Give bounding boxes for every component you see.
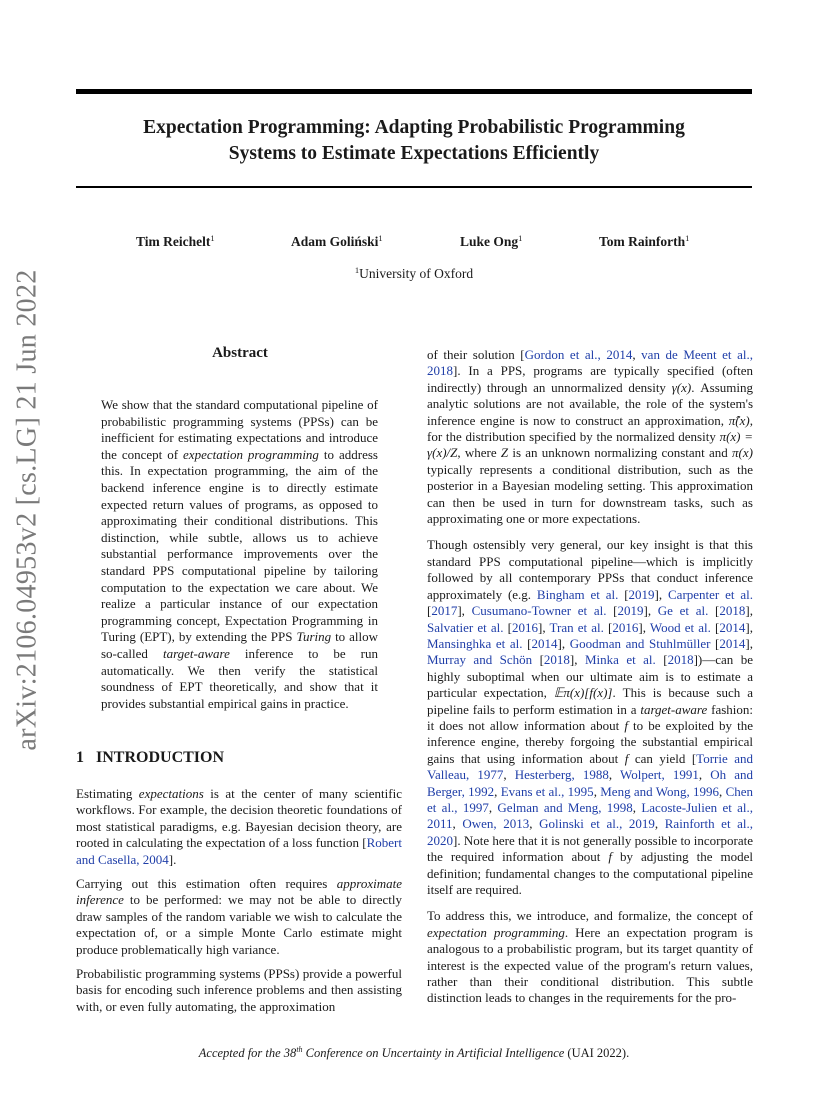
citation-link[interactable]: Tran et al.	[549, 619, 604, 635]
arxiv-stamp	[8, 269, 48, 751]
paragraph: To address this, we introduce, and formalize, the concept of expectation programming. Here an expectation program is analogous to a probabilistic program, but its target quantity of interest is the expected value of the program's return values, rather than their conditional distribution. This subtle distinction leads to changes in the requirements for the pro-	[427, 908, 753, 1006]
citation-link[interactable]: Rainforth et al., 2020	[427, 816, 754, 848]
citation-link[interactable]: 2014	[531, 635, 558, 651]
citation-link[interactable]: 2016	[512, 619, 538, 635]
citation-link[interactable]: Oh and Berger, 1992	[427, 767, 754, 799]
citation-link[interactable]: Bingham et al.	[536, 586, 619, 602]
citation-link[interactable]: Owen, 2013	[462, 816, 530, 832]
citation-link[interactable]: Hesterberg, 1988	[514, 767, 609, 783]
affiliation: $^1$University of Oxford	[354, 265, 474, 281]
author: Luke Ong$^1$	[460, 233, 523, 249]
arxiv-id: arXiv:2106.04953v2 [cs.LG] 21 Jun 2022	[12, 269, 43, 751]
citation-link[interactable]: Chen et al., 1997	[427, 783, 754, 815]
abstract-heading: Abstract	[212, 345, 268, 361]
citation-link[interactable]: Meng and Wong, 1996	[600, 783, 720, 799]
author: Tim Reichelt$^1$	[136, 233, 215, 249]
author: Adam Goliński$^1$	[291, 233, 383, 249]
citation-link[interactable]: van de Meent et al., 2018	[427, 347, 753, 379]
citation-link[interactable]: 2018	[667, 652, 694, 668]
citation-link[interactable]: Carpenter et al.	[668, 586, 753, 602]
citation-link[interactable]: Cusumano-Towner et al.	[471, 603, 607, 619]
citation-link[interactable]: Golinski et al., 2019	[539, 816, 655, 832]
title-line-2: Systems to Estimate Expectations Efficiently	[228, 143, 600, 164]
title-line-1: Expectation Programming: Adapting Probabilistic Programming	[143, 117, 685, 138]
citation-link[interactable]: Murray and Schön	[427, 652, 533, 668]
citation-link[interactable]: Wolpert, 1991	[619, 767, 699, 783]
citation-link[interactable]: Robert and Casella, 2004	[76, 835, 402, 867]
citation-link[interactable]: 2019	[617, 603, 644, 619]
citation-link[interactable]: Goodman and Stuhlmüller	[569, 635, 711, 651]
citation-link[interactable]: 2018	[719, 603, 746, 619]
paragraph: of their solution [Gordon et al., 2014, van de Meent et al., 2018]. In a PPS, programs are typically specified (often indirectly) through an unnormalized density γ(x). Assuming analytic solutions are not available, the role of the system's inference engine is now to construct an approximation, π̂(x), for the distribution specified by the normalized density π(x) = γ(x)/Z, where Z is an unknown normalizing constant and π(x) typically represents a conditional distribution, such as the posterior in a Bayesian modeling setting. This approximation can then be used in turn for downstream tasks, such as approximating one or more expectations.	[427, 347, 753, 527]
paper-title	[90, 115, 738, 167]
section-heading: 1 INTRODUCTION	[76, 749, 225, 766]
paragraph: Though ostensibly very general, our key insight is that this standard PPS computational pipeline—which is implicitly followed by all contemporary PPSs that conduct inference approximately (e.g. Bingham et al. [2019], Carpenter et al. [2017], Cusumano-Towner et al. [2019], Ge et al. [2018], Salvatier et al. [2016], Tran et al. [2016], Wood et al. [2014], Mansinghka et al. [2014], Goodman and Stuhlmüller [2014], Murray and Schön [2018], Minka et al. [2018])—can be highly suboptimal when our ultimate aim is to estimate a particular expectation, 𝔼π(x)[f(x)]. This is because such a pipeline fails to perform estimation in a target-aware fashion: it does not allow information about f to be exploited by the inference engine, thereby forgoing the substantial empirical gains that using information about f can yield [Torrie and Valleau, 1977, Hesterberg, 1988, Wolpert, 1991, Oh and Berger, 1992, Evans et al., 1995, Meng and Wong, 1996, Chen et al., 1997, Gelman and Meng, 1998, Lacoste-Julien et al., 2011, Owen, 2013, Golinski et al., 2019, Rainforth et al., 2020]. Note here that it is not generally possible to incorporate the required information about f by adjusting the model definition; fundamental changes to the computational pipeline itself are required.	[427, 537, 754, 897]
citation-link[interactable]: Gordon et al., 2014	[524, 347, 633, 362]
top-rule	[76, 89, 752, 94]
author: Tom Rainforth$^1$	[599, 233, 690, 249]
citation-link[interactable]: Salvatier et al.	[427, 619, 504, 635]
citation-link[interactable]: 2017	[431, 603, 458, 619]
paragraph: Carrying out this estimation often requires approximate inference to be performed: we may not be able to directly draw samples of the random variable we wish to calculate the expectation of, or a simple Monte Carlo estimate might produce problematically high variance.	[76, 876, 402, 957]
paragraph: Probabilistic programming systems (PPSs) provide a powerful basis for encoding such inference problems and then assisting with, or even fully automating, the approximation	[76, 966, 402, 1014]
citation-link[interactable]: Ge et al.	[657, 603, 709, 619]
right-column	[427, 347, 753, 1017]
citation-link[interactable]: Torrie and Valleau, 1977	[427, 750, 753, 783]
left-column	[76, 786, 402, 1023]
citation-link[interactable]: Gelman and Meng, 1998	[497, 799, 633, 815]
citation-link[interactable]: Evans et al., 1995	[500, 783, 594, 799]
venue-footer: Accepted for the 38th Conference on Uncertainty in Artificial Intelligence (UAI 2022).	[198, 1045, 630, 1060]
title-rule	[76, 186, 752, 188]
abstract-body: We show that the standard computational pipeline of probabilistic programming systems (PPSs) can be inefficient for estimating expectations and introduce the concept of expectation programming to address this. In expectation programming, the aim of the backend inference engine is to directly estimate expected return values of programs, as opposed to approximating their conditional distributions. This distinction, while subtle, allows us to achieve substantial performance improvements over the standard PPS computational pipeline by tailoring computation to the expectation we care about. We realize a particular instance of our expectation programming concept, Expectation Programming in Turing (EPT), by extending the PPS Turing to allow so-called target-aware inference to be run automatically. We then verify the statistical soundness of EPT theoretically, and show that it provides substantial empirical gains in practice.	[101, 397, 379, 711]
citation-link[interactable]: 2018	[543, 652, 570, 668]
citation-link[interactable]: Wood et al.	[649, 619, 711, 635]
citation-link[interactable]: 2016	[612, 619, 639, 635]
citation-link[interactable]: 2014	[719, 635, 746, 651]
author-list	[76, 233, 752, 253]
citation-link[interactable]: Lacoste-Julien et al., 2011	[427, 799, 753, 832]
citation-link[interactable]: 2019	[628, 586, 655, 602]
citation-link[interactable]: Mansinghka et al.	[427, 635, 523, 651]
citation-link[interactable]: Minka et al.	[584, 652, 656, 668]
paragraph: Estimating expectations is at the center of many scientific workflows. For example, the decision theoretic foundations of most statistical paradigms, e.g. Bayesian decision theory, are rooted in calculating the expectation of a loss function [Robert and Casella, 2004].	[76, 786, 402, 867]
citation-link[interactable]: 2014	[719, 619, 746, 635]
